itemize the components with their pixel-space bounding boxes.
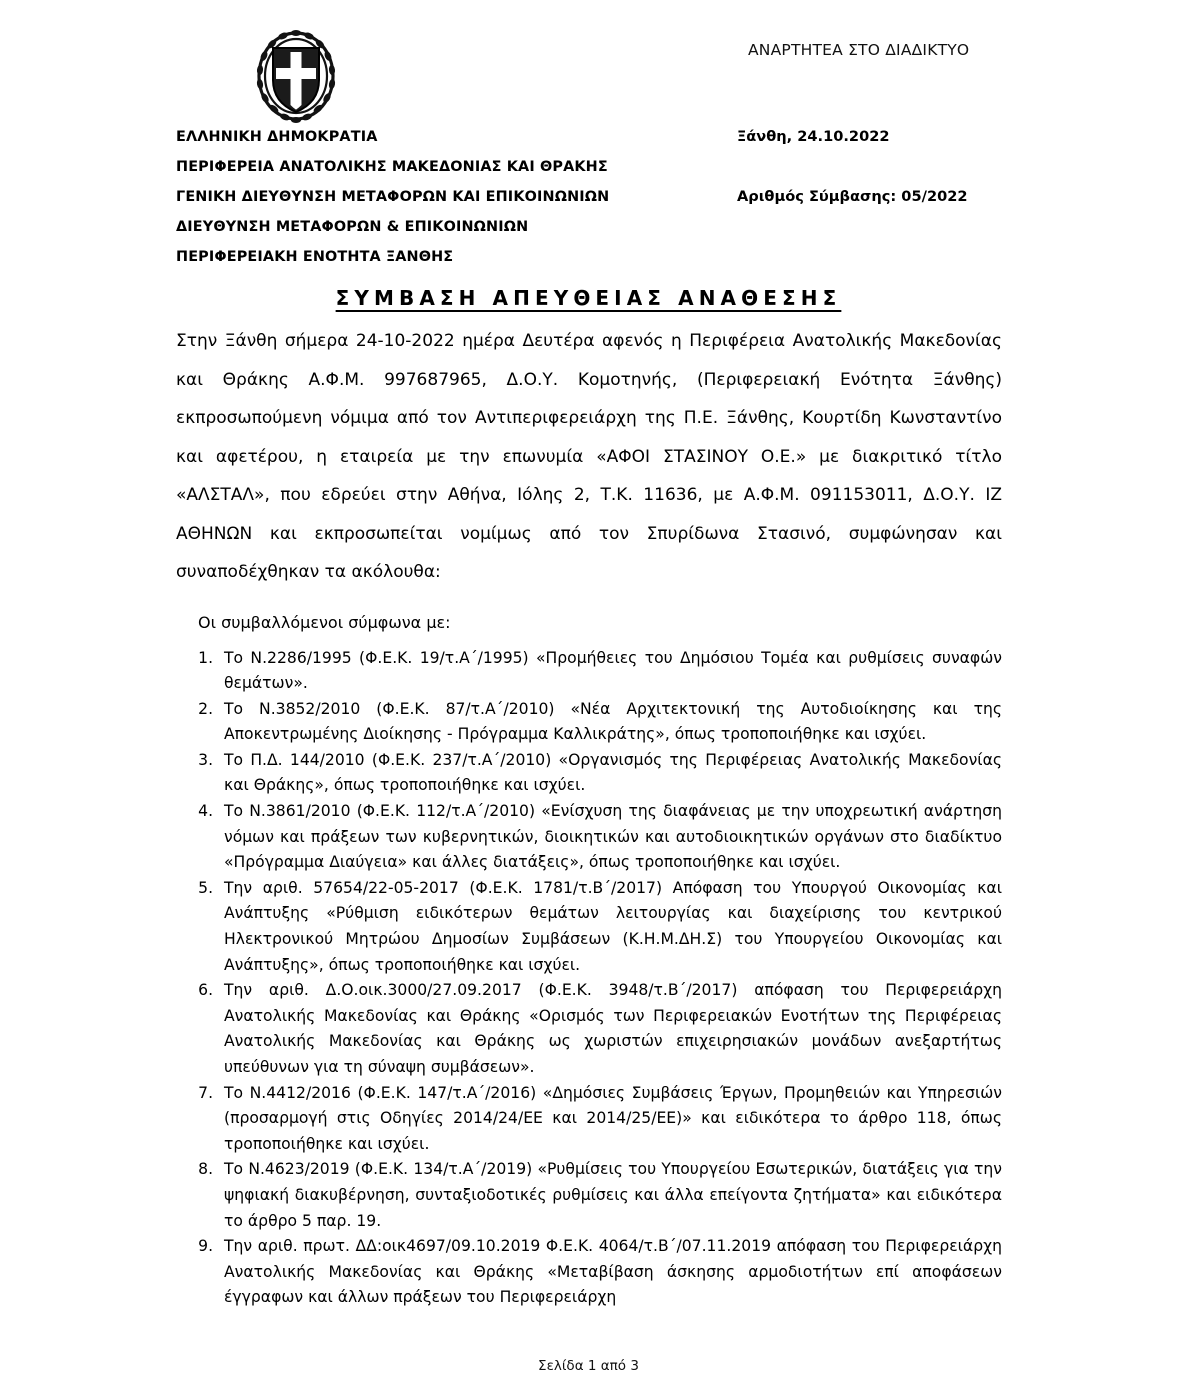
organization-block bbox=[176, 122, 736, 272]
list-item: 9. Την αριθ. πρωτ. ΔΔ:οικ4697/09.10.2019 Φ.Ε.Κ. 4064/τ.Β΄/07.11.2019 απόφαση του Περιφερειάρχη Ανατολικής Μακεδονίας και Θράκης «Μεταβίβαση άσκησης αρμοδιοτήτων επί αποφάσεων έγγραφων και άλλων πράξεων του Περιφερειάρχη bbox=[218, 1234, 1002, 1311]
org-line-3: ΓΕΝΙΚΗ ΔΙΕΥΘΥΝΣΗ ΜΕΤΑΦΟΡΩΝ ΚΑΙ ΕΠΙΚΟΙΝΩΝΙΩΝ bbox=[176, 189, 610, 205]
list-item: 6. Την αριθ. Δ.Ο.οικ.3000/27.09.2017 (Φ.Ε.Κ. 3948/τ.Β΄/2017) απόφαση του Περιφερειάρχη Ανατολικής Μακεδονίας και Θράκης «Ορισμός των Περιφερειακών Ενοτήτων της Περιφέρειας Ανατολικής Μακεδονίας και Θράκης ως χωριστών επιχειρησιακών μονάδων ανεξαρτήτως υπεύθυνων για τη σύναψη συμβάσεων». bbox=[218, 978, 1002, 1080]
list-item: 2. Το Ν.3852/2010 (Φ.Ε.Κ. 87/τ.Α΄/2010) «Νέα Αρχιτεκτονική της Αυτοδιοίκησης και της Αποκεντρωμένης Διοίκησης - Πρόγραμμα Καλλικράτης», όπως τροποποιήθηκε και ισχύει. bbox=[218, 697, 1002, 748]
place-and-date: Ξάνθη, 24.10.2022 bbox=[737, 128, 890, 145]
list-lead-in: Οι συμβαλλόμενοι σύμφωνα με: bbox=[198, 612, 451, 632]
org-line-1: ΕΛΛΗΝΙΚΗ ΔΗΜΟΚΡΑΤΙΑ bbox=[176, 129, 378, 145]
list-item: 3. Το Π.Δ. 144/2010 (Φ.Ε.Κ. 237/τ.Α΄/2010) «Οργανισμός της Περιφέρειας Ανατολικής Μακεδονίας και Θράκης», όπως τροποποιήθηκε και ισχύει. bbox=[218, 748, 1002, 799]
org-line-5: ΠΕΡΙΦΕΡΕΙΑΚΗ ΕΝΟΤΗΤΑ ΞΑΝΘΗΣ bbox=[176, 249, 454, 265]
legal-references-list bbox=[176, 646, 1002, 1311]
publication-notice: ΑΝΑΡΤΗΤΕΑ ΣΤΟ ΔΙΑΔΙΚΤΥΟ bbox=[748, 41, 970, 59]
org-line-2: ΠΕΡΙΦΕΡΕΙΑ ΑΝΑΤΟΛΙΚΗΣ ΜΑΚΕΔΟΝΙΑΣ ΚΑΙ ΘΡΑΚΗΣ bbox=[176, 159, 608, 175]
list-item: 1. Το Ν.2286/1995 (Φ.Ε.Κ. 19/τ.Α΄/1995) «Προμήθειες του Δημόσιου Τομέα και ρυθμίσεις συναφών θεμάτων». bbox=[218, 646, 1002, 697]
document-body bbox=[176, 322, 1002, 1311]
org-line-4: ΔΙΕΥΘΥΝΣΗ ΜΕΤΑΦΟΡΩΝ & ΕΠΙΚΟΙΝΩΝΙΩΝ bbox=[176, 219, 529, 235]
contract-number: Αριθμός Σύμβασης: 05/2022 bbox=[737, 188, 968, 205]
list-item: 5. Την αριθ. 57654/22-05-2017 (Φ.Ε.Κ. 1781/τ.Β΄/2017) Απόφαση του Υπουργού Οικονομίας και Ανάπτυξης «Ρύθμιση ειδικότερων θεμάτων λειτουργίας και διαχείρισης του κεντρικού Ηλεκτρονικού Μητρώου Δημοσίων Συμβάσεων (Κ.Η.Μ.ΔΗ.Σ) του Υπουργείου Οικονομίας και Ανάπτυξης», όπως τροποποιήθηκε και ισχύει. bbox=[218, 876, 1002, 978]
page-title: ΣΥΜΒΑΣΗ ΑΠΕΥΘΕΙΑΣ ΑΝΑΘΕΣΗΣ bbox=[335, 286, 842, 310]
document-header bbox=[0, 0, 1177, 275]
list-item: 4. Το Ν.3861/2010 (Φ.Ε.Κ. 112/τ.Α΄/2010) «Ενίσχυση της διαφάνειας με την υποχρεωτική ανάρτηση νόμων και πράξεων των κυβερνητικών, διοικητικών και αυτοδιοικητικών οργάνων στο διαδίκτυο «Πρόγραμμα Διαύγεια» και άλλες διατάξεις», όπως τροποποιήθηκε και ισχύει. bbox=[218, 799, 1002, 876]
page-footer: Σελίδα 1 από 3 bbox=[538, 1358, 639, 1374]
list-item: 7. Το Ν.4412/2016 (Φ.Ε.Κ. 147/τ.Α΄/2016) «Δημόσιες Συμβάσεις Έργων, Προμηθειών και Υπηρεσιών (προσαρμογή στις Οδηγίες 2014/24/ΕΕ και 2014/25/ΕΕ)» και ειδικότερα το άρθρο 118, όπως τροποποιήθηκε και ισχύει. bbox=[218, 1081, 1002, 1158]
list-item: 8. Το Ν.4623/2019 (Φ.Ε.Κ. 134/τ.Α΄/2019) «Ρυθμίσεις του Υπουργείου Εσωτερικών, διατάξεις για την ψηφιακή διακυβέρνηση, συνταξιοδοτικές ρυθμίσεις και άλλα επείγοντα ζητήματα» και ειδικότερα το άρθρο 5 παρ. 19. bbox=[218, 1157, 1002, 1234]
header-right-block bbox=[737, 122, 1137, 212]
intro-paragraph: Στην Ξάνθη σήμερα 24-10-2022 ημέρα Δευτέρα αφενός η Περιφέρεια Ανατολικής Μακεδονίας και Θράκης Α.Φ.Μ. 997687965, Δ.Ο.Υ. Κομοτηνής, (Περιφερειακή Ενότητα Ξάνθης) εκπροσωπούμενη νόμιμα από τον Αντιπεριφερειάρχη της Π.Ε. Ξάνθης, Κουρτίδη Κωνσταντίνο και αφετέρου, η εταιρεία με την επωνυμία «ΑΦΟΙ ΣΤΑΣΙΝΟΥ Ο.Ε.» με διακριτικό τίτλο «ΑΛΣΤΑΛ», που εδρεύει στην Αθήνα, Ιόλης 2, Τ.Κ. 11636, με Α.Φ.Μ. 091153011, Δ.Ο.Υ. ΙΖ ΑΘΗΝΩΝ και εκπροσωπείται νομίμως από τον Σπυρίδωνα Στασινό, συμφώνησαν και συναποδέχθηκαν τα ακόλουθα: bbox=[176, 331, 1002, 582]
greek-coat-of-arms-icon bbox=[253, 28, 339, 124]
